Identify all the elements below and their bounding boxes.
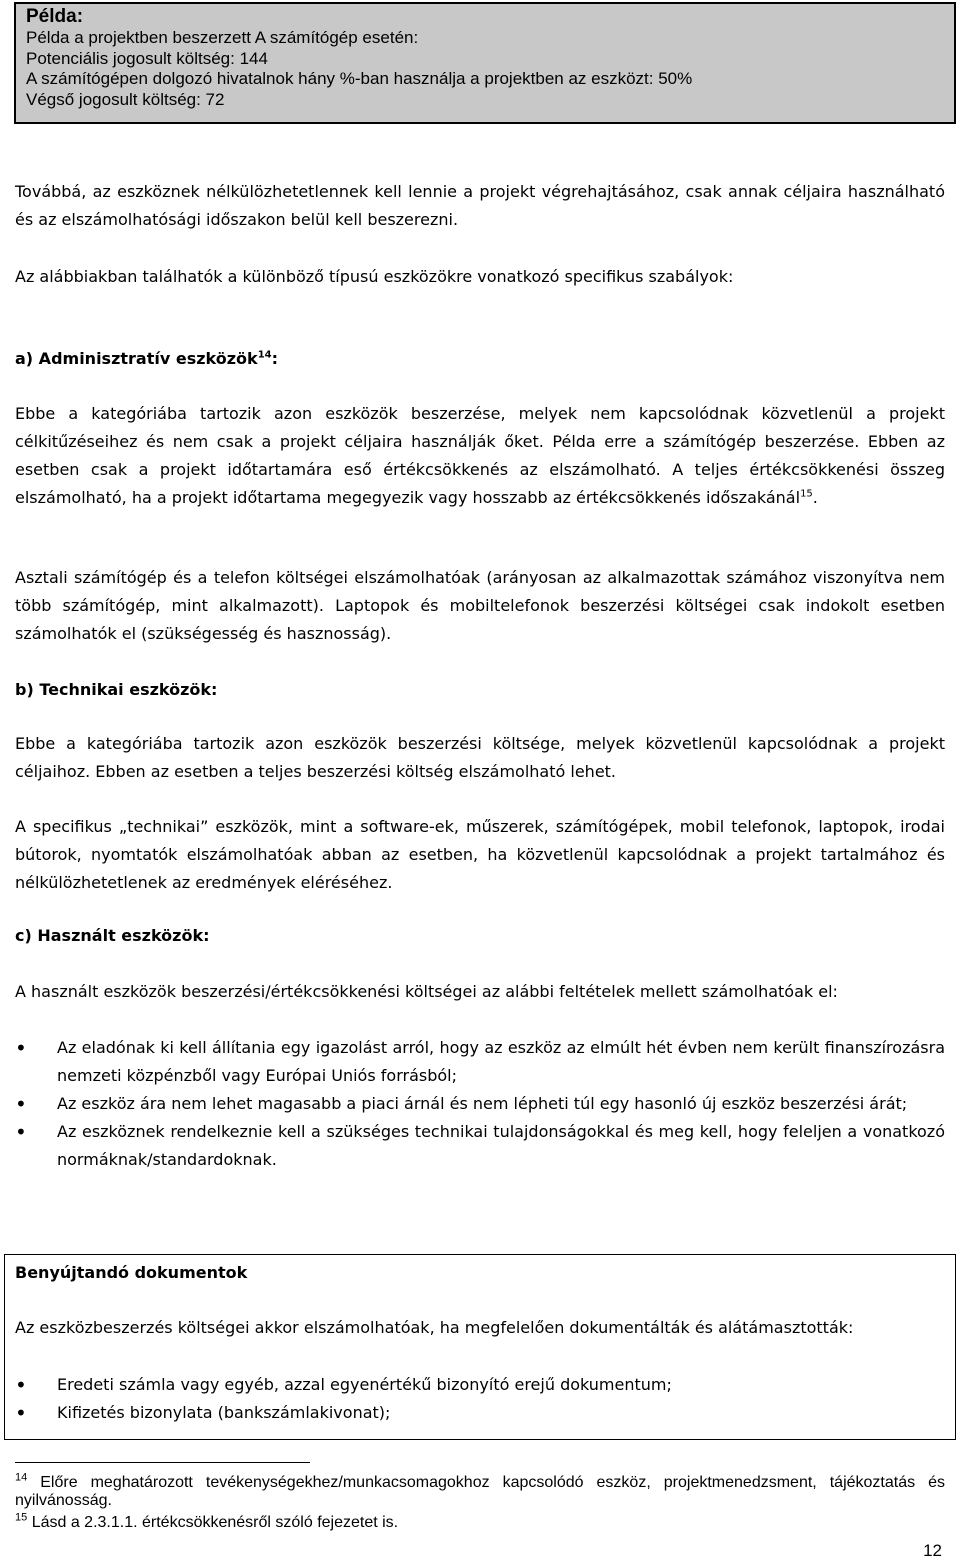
section-a-heading-colon: : xyxy=(271,349,279,368)
footnote-number: 15 xyxy=(15,1511,28,1524)
example-line: Példa a projektben beszerzett A számítógép esetén: xyxy=(26,28,419,47)
example-box xyxy=(14,2,956,124)
list-item: • Kifizetés bizonylata (bankszámlakivonat); xyxy=(15,1401,391,1425)
section-a-paragraph-1-tail: . xyxy=(812,488,818,507)
section-a-heading xyxy=(15,345,945,373)
documents-paragraph: Az eszközbeszerzés költségei akkor elszámolhatóak, ha megfelelően dokumentálták és alátámasztották: xyxy=(15,1318,854,1337)
section-c-heading: c) Használt eszközök: xyxy=(15,926,210,945)
used-equipment-conditions-list xyxy=(15,1034,945,1174)
bullet-icon: • xyxy=(15,1373,27,1397)
list-item: • Eredeti számla vagy egyéb, azzal egyenértékű bizonyító erejű dokumentum; xyxy=(15,1373,672,1397)
section-a-paragraph-1-text: Ebbe a kategóriába tartozik azon eszközök beszerzése, melyek nem kapcsolódnak közvetlenül a projekt célkitűzéseihez és nem csak a projekt céljaira használják őket. Példa erre a számítógép beszerzése. Ebben az esetben csak a projekt időtartamára eső értékcsökkenés az elszámolható. A teljes értékcsökkenési összeg elszámolható, ha a projekt időtartama megegyezik vagy hosszabb az értékcsökkenés időszakánál xyxy=(15,404,945,507)
footnote-14 xyxy=(15,1471,945,1510)
page-number: 12 xyxy=(923,1541,942,1560)
bullet-icon: • xyxy=(15,1401,27,1425)
documents-heading: Benyújtandó dokumentok xyxy=(15,1263,248,1282)
section-a-heading-text: a) Adminisztratív eszközök xyxy=(15,349,258,368)
footnote-ref-14[interactable]: 14 xyxy=(257,349,272,361)
section-b-paragraph-1: Ebbe a kategóriába tartozik azon eszközök beszerzési költsége, melyek közvetlenül kapcsolódnak a projekt céljaihoz. Ebben az esetben a teljes beszerzési költség elszámolható lehet. xyxy=(15,734,945,781)
intro-paragraph-1: Továbbá, az eszköznek nélkülözhetetlennek kell lennie a projekt végrehajtásához, csak annak céljaira használható és az elszámolhatósági időszakon belül kell beszerezni. xyxy=(15,182,945,229)
example-line: Végső jogosult költség: 72 xyxy=(26,89,225,109)
documents-list xyxy=(15,1371,945,1427)
example-line: A számítógépen dolgozó hivatalnok hány %-ban használja a projektben az eszközt: 50% xyxy=(26,69,693,88)
section-c-paragraph-1: A használt eszközök beszerzési/értékcsökkenési költségei az alábbi feltételek mellett számolhatóak el: xyxy=(15,982,838,1001)
footnote-text: Lásd a 2.3.1.1. értékcsökkenésről szóló fejezetet is. xyxy=(27,1514,399,1531)
list-item: • Az eszköznek rendelkeznie kell a szükséges technikai tulajdonságokkal és meg kell, hogy feleljen a vonatkozó normáknak/standardoknak. xyxy=(15,1120,945,1169)
intro-paragraph-2: Az alábbiakban találhatók a különböző típusú eszközökre vonatkozó specifikus szabályok: xyxy=(15,267,734,286)
bullet-icon: • xyxy=(15,1036,27,1060)
section-b-paragraph-2: A specifikus „technikai” eszközök, mint a software-ek, műszerek, számítógépek, mobil telefonok, laptopok, irodai bútorok, nyomtatók elszámolhatóak abban az esetben, ha közvetlenül kapcsolódnak a projekt tartalmához és nélkülözhetetlenek az eredmények eléréséhez. xyxy=(15,817,945,892)
list-item: • Az eladónak ki kell állítania egy igazolást arról, hogy az eszköz az elmúlt hét évben nem került finanszírozásra nemzeti közpénzből vagy Európai Uniós forrásból; xyxy=(15,1036,945,1085)
footnote-number: 14 xyxy=(15,1471,28,1484)
footnote-text: Előre meghatározott tevékenységekhez/munkacsomagokhoz kapcsolódó eszköz, projektmenedzsment, tájékoztatás és nyilvánosság. xyxy=(15,1474,945,1509)
example-title: Példa: xyxy=(26,6,84,27)
section-a-paragraph-1 xyxy=(15,400,945,512)
footnote-divider xyxy=(15,1462,310,1463)
section-b-heading: b) Technikai eszközök: xyxy=(15,680,218,699)
bullet-icon: • xyxy=(15,1120,27,1144)
footnote-15 xyxy=(15,1511,945,1532)
footnote-ref-15[interactable]: 15 xyxy=(800,488,813,500)
list-item: • Az eszköz ára nem lehet magasabb a piaci árnál és nem lépheti túl egy hasonló új eszköz beszerzési árát; xyxy=(15,1092,908,1116)
bullet-icon: • xyxy=(15,1092,27,1116)
section-a-paragraph-2: Asztali számítógép és a telefon költségei elszámolhatóak (arányosan az alkalmazottak számához viszonyítva nem több számítógép, mint alkalmazott). Laptopok és mobiltelefonok beszerzési költségei csak indokolt esetben számolhatók el (szükségesség és hasznosság). xyxy=(15,568,945,643)
example-line: Potenciális jogosult költség: 144 xyxy=(26,48,268,68)
